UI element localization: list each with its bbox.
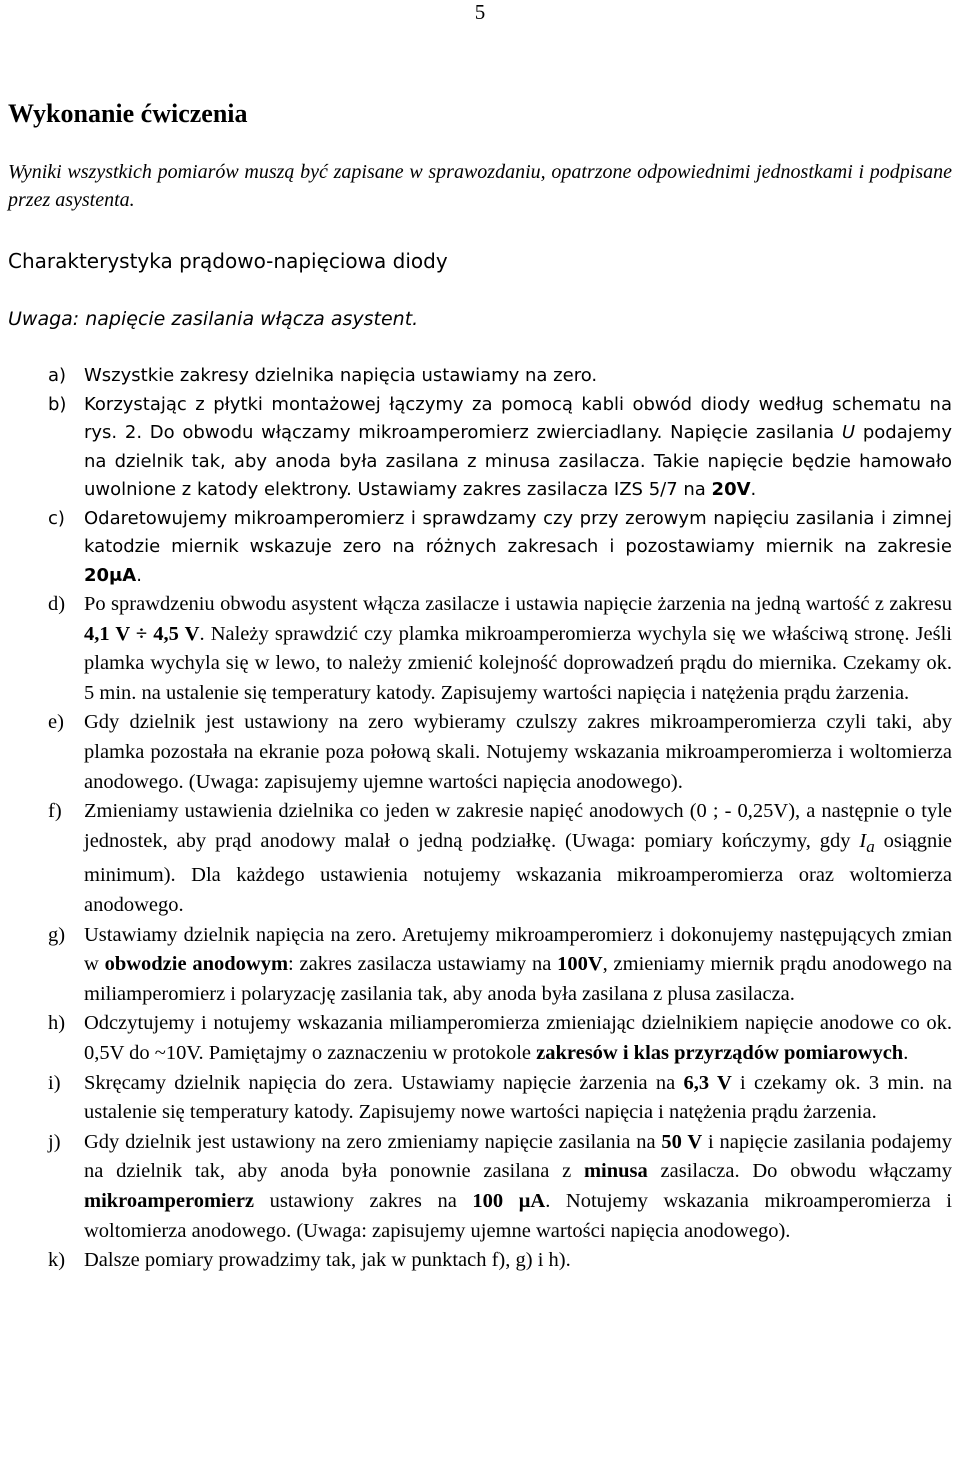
subsection-heading: Charakterystyka prądowo-napięciowa diody <box>8 249 448 273</box>
section-heading: Wykonanie ćwiczenia <box>8 99 248 128</box>
step-marker: j) <box>48 1130 61 1153</box>
step-g: g) Ustawiamy dzielnik napięcia na zero. Aretujemy mikroamperomierz i dokonujemy następujących zmian w obwodzie anodowym: zakres zasilacza ustawiamy na 100V, zmieniamy miernik prądu anodowego na miliamperomierz i polaryzację zasilania tak, aby anoda była zasilana z plusa zasilacza. <box>8 921 952 1010</box>
step-marker: b) <box>48 393 67 415</box>
page-number: 5 <box>474 0 486 24</box>
step-marker: c) <box>48 507 65 529</box>
step-k: k) Dalsze pomiary prowadzimy tak, jak w punktach f), g) i h). <box>8 1246 952 1276</box>
step-c: c) Odaretowujemy mikroamperomierz i sprawdzamy czy przy zerowym napięciu zasilania i zimnej katodzie miernik wskazuje zero na różnych zakresach i pozostawiamy miernik na zakresie 20μA. <box>8 505 952 591</box>
procedure-steps <box>8 362 952 1276</box>
step-marker: a) <box>48 365 67 386</box>
step-h: h) Odczytujemy i notujemy wskazania miliamperomierza zmieniając dzielnikiem napięcie anodowe co ok. 0,5V do ~10V. Pamiętajmy o zaznaczeniu w protokole zakresów i klas przyrządów pomiarowych. <box>8 1009 952 1068</box>
step-i: i) Skręcamy dzielnik napięcia do zera. Ustawiamy napięcie żarzenia na 6,3 V i czekamy ok. 3 min. na ustalenie się temperatury katody. Zapisujemy nowe wartości napięcia i natężenia prądu żarzenia. <box>8 1069 952 1128</box>
step-e: e) Gdy dzielnik jest ustawiony na zero wybieramy czulszy zakres mikroamperomierza czyli taki, aby plamka pozostała na ekranie poza połową skali. Notujemy wskazania mikroamperomierza i woltomierza anodowego. (Uwaga: zapisujemy ujemne wartości napięcia anodowego). <box>8 708 952 797</box>
step-b: b) Korzystając z płytki montażowej łączymy za pomocą kabli obwód diody według schematu na rys. 2. Do obwodu włączamy mikroamperomierz zwierciadlany. Napięcie zasilania U podajemy na dzielnik tak, aby anoda była zasilana z minusa zasilacza. Takie napięcie będzie hamowało uwolnione z katody elektrony. Ustawiamy zakres zasilacza IZS 5/7 na 20V. <box>8 391 952 505</box>
note-text: Uwaga: napięcie zasilania włącza asystent. <box>8 308 419 330</box>
step-marker: k) <box>48 1249 66 1272</box>
step-d: d) Po sprawdzeniu obwodu asystent włącza zasilacze i ustawia napięcie żarzenia na jedną wartość z zakresu 4,1 V ÷ 4,5 V. Należy sprawdzić czy plamka mikroamperomierza wychyla się we właściwą stronę. Jeśli plamka wychyla się w lewo, to należy zmienić kolejność doprowadzeń prądu do miernika. Czekamy ok. 5 min. na ustalenie się temperatury katody. Zapisujemy wartości napięcia i natężenia prądu żarzenia. <box>8 590 952 708</box>
step-marker: e) <box>48 711 64 734</box>
step-marker: f) <box>48 800 62 823</box>
step-j: j) Gdy dzielnik jest ustawiony na zero zmieniamy napięcie zasilania na 50 V i napięcie zasilania podajemy na dzielnik tak, aby anoda była ponownie zasilana z minusa zasilacza. Do obwodu włączamy mikroamperomierz ustawiony zakres na 100 μA. Notujemy wskazania mikroamperomierza i woltomierza anodowego. (Uwaga: zapisujemy ujemne wartości napięcia anodowego). <box>8 1128 952 1246</box>
step-f: f) Zmieniamy ustawienia dzielnika co jeden w zakresie napięć anodowych (0 ; - 0,25V), a następnie o tyle jednostek, aby prąd anodowy malał o jedną podziałkę. (Uwaga: pomiary kończymy, gdy $I_a$ osiągnie minimum). Dla każdego ustawienia notujemy wskazania mikroamperomierza oraz woltomierza anodowego. <box>8 797 952 920</box>
step-marker: i) <box>48 1071 61 1094</box>
step-marker: d) <box>48 593 66 615</box>
step-marker: h) <box>48 1012 66 1035</box>
step-a: a) Wszystkie zakresy dzielnika napięcia ustawiamy na zero. <box>8 362 952 391</box>
intro-paragraph: Wyniki wszystkich pomiarów muszą być zapisane w sprawozdaniu, opatrzone odpowiednimi jednostkami i podpisane przez asystenta. <box>8 161 952 211</box>
step-marker: g) <box>48 923 66 946</box>
